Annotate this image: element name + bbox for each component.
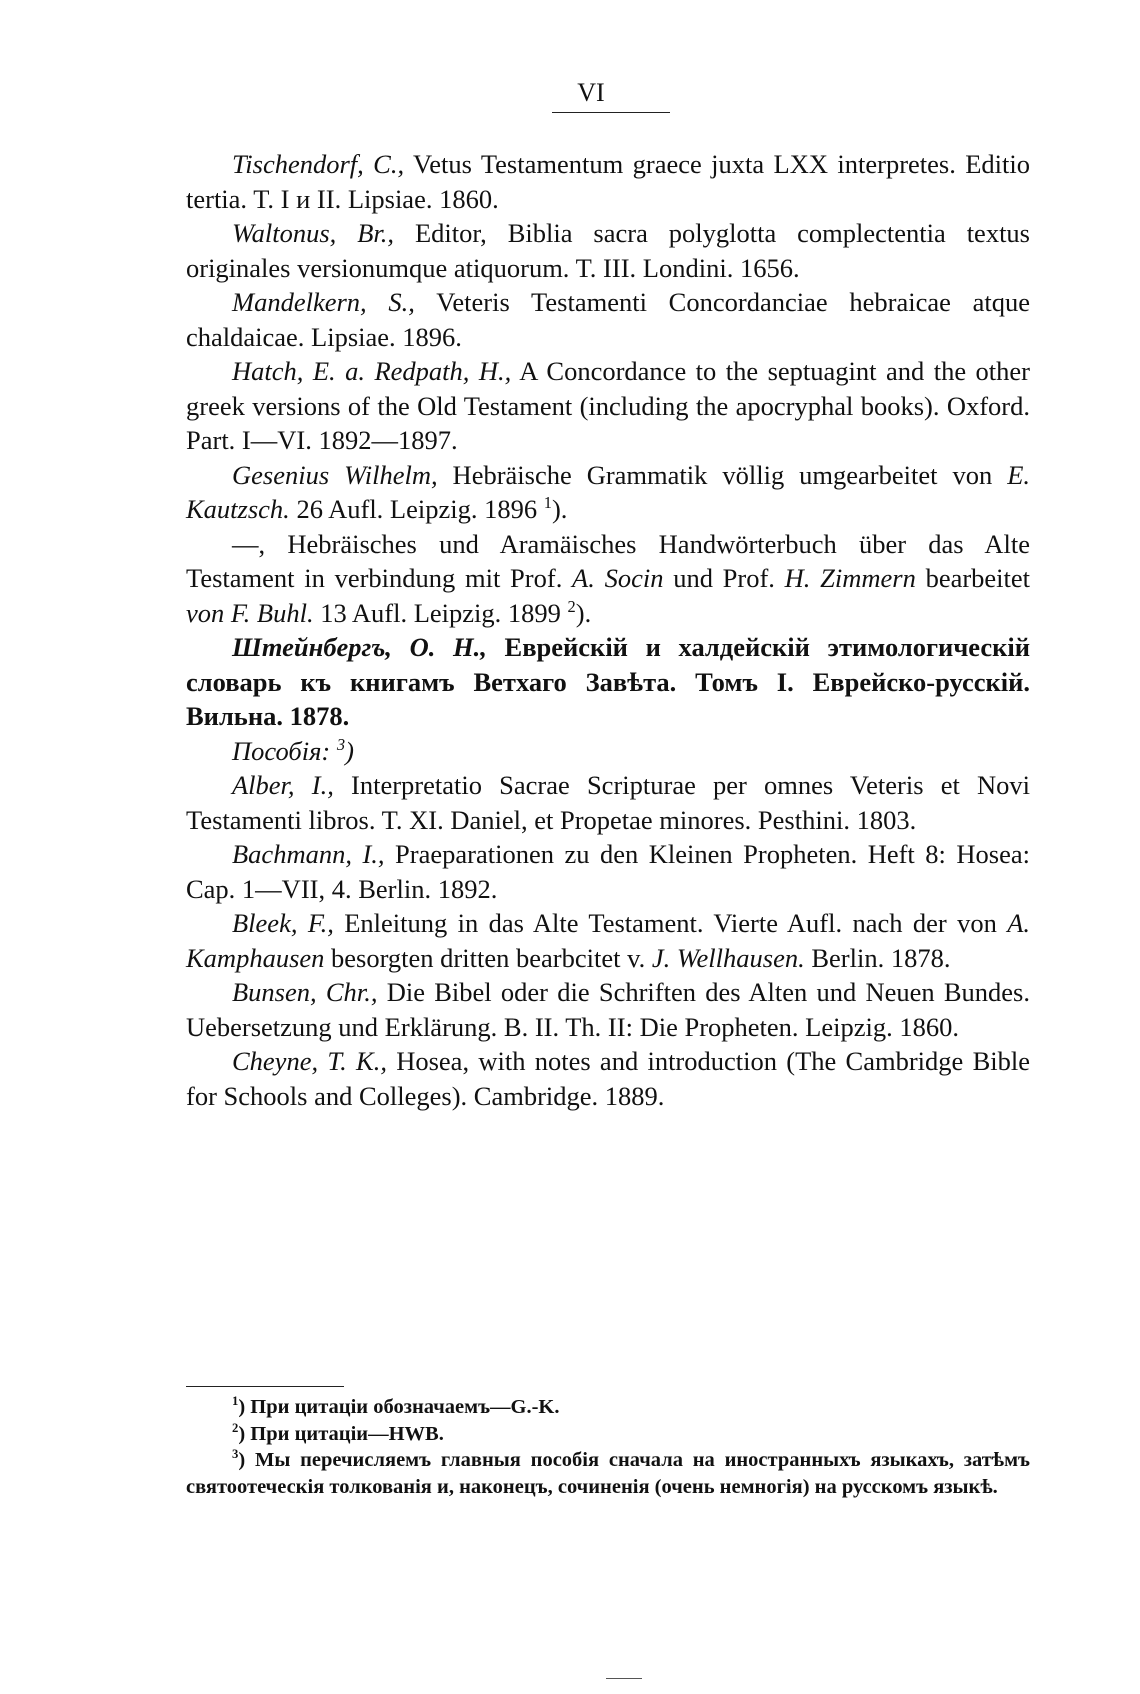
footnote-text: ) При цитаціи—HWB. (238, 1422, 444, 1445)
header-rule (552, 112, 670, 113)
bottom-mark (606, 1678, 642, 1679)
footnote-1 (186, 1394, 1030, 1421)
aid-entry-bleek (186, 906, 1030, 975)
entry-author: Cheyne, T. K., (232, 1046, 387, 1076)
bib-entry-hatch (186, 354, 1030, 458)
bib-entry-tischendorf (186, 147, 1030, 216)
footnote-mark: 1 (232, 1394, 239, 1409)
entry-editor: E. Kautzsch. (186, 459, 1030, 524)
entry-author: Alber, I., (232, 770, 334, 800)
bib-entry-waltonus (186, 216, 1030, 285)
entry-text: Die Bibel oder die Schriften des Alten und Neuen Bundes. Uebersetzung und Erklärung. B. II. Th. II: Die Propheten. Leipzig. 1860. (186, 977, 1030, 1042)
entry-text: A Concordance to the septuagint and the other greek versions of the Old Testament (including the apocryphal books). Oxford. Part. I—VI. 1892—1897. (186, 356, 1030, 455)
footnote-mark: 3 (232, 1447, 239, 1462)
section-heading (186, 734, 1030, 769)
entry-editor: A. Socin (572, 563, 664, 593)
entry-text: Berlin. 1878. (804, 942, 951, 973)
footnote-text: ) Мы перечисляемъ главныя пособія сначала на иностранныхъ языкахъ, затѣмъ святоотеческія толкованія и, наконецъ, сочиненія (очень немногія) на русскомъ языкѣ. (186, 1449, 1030, 1498)
entry-editor: H. Zimmern (784, 563, 916, 593)
entry-editor: A. Kamphausen (186, 908, 1031, 973)
entry-author: Bleek, F., (232, 908, 334, 938)
entry-text: —, Hebräisches und Aramäisches Handwörterbuch über das Alte Testament in verbindung mit Prof. (186, 528, 1030, 593)
entry-author: Mandelkern, S., (232, 287, 415, 317)
bib-entry-gesenius-hwb (186, 527, 1030, 631)
aid-entry-bachmann (186, 837, 1030, 906)
entry-text: Praeparationen zu den Kleinen Propheten. Heft 8: Hosea: Cap. 1—VII, 4. Berlin. 1892. (186, 839, 1030, 904)
entry-author: Hatch, E. a. Redpath, H., (232, 356, 512, 386)
entry-text: bearbeitet (915, 563, 1031, 593)
footnote-ref: 3 (336, 734, 346, 754)
bib-entry-steinberg (186, 630, 1030, 734)
aid-entry-cheyne (186, 1044, 1030, 1113)
aid-entry-bunsen (186, 975, 1030, 1044)
entry-text: Interpretatio Sacrae Scripturae per omnes Veteris et Novi Testamenti libros. T. XI. Daniel, et Propetae minores. Pesthini. 1803. (186, 770, 1030, 835)
entry-author: Gesenius Wilhelm, (232, 459, 438, 490)
entry-text: ). (551, 494, 568, 524)
footnote-rule (186, 1386, 344, 1387)
entry-text: Еврейскій и халдейскій этимологическій словарь къ книгамъ Ветхаго Завѣта. Томъ I. Еврейско-русскій. Вильна. 1878. (186, 632, 1031, 731)
aid-entry-alber (186, 768, 1030, 837)
footnote-ref: 2 (567, 596, 576, 616)
entry-text: und Prof. (663, 563, 785, 593)
entry-text: Editor, Biblia sacra polyglotta complectentia textus originales versionumque atiquorum. T. III. Londini. 1656. (186, 218, 1030, 283)
entry-text: Hosea, with notes and introduction (The Cambridge Bible for Schools and Colleges). Cambridge. 1889. (186, 1046, 1030, 1111)
footnote-text: ) При цитаціи обозначаемъ—G.-K. (238, 1396, 560, 1418)
entry-author: Штейнбергъ, О. Н., (232, 632, 487, 662)
entry-author: Waltonus, Br., (232, 218, 395, 248)
bib-entry-gesenius (186, 458, 1030, 527)
entry-author: Bachmann, I., (232, 839, 385, 869)
footnote-ref: 1 (543, 493, 552, 513)
section-heading-close: ) (345, 735, 354, 766)
entry-text: ). (575, 597, 592, 628)
entry-editor: von F. Buhl. (186, 597, 314, 628)
footnote-3 (186, 1447, 1030, 1500)
footnote-mark: 2 (232, 1420, 239, 1435)
entry-text: besorgten dritten bearbcitet v. (324, 942, 652, 973)
entry-editor: J. Wellhausen. (651, 942, 805, 973)
footnotes (186, 1394, 1030, 1500)
entry-text: Veteris Testamenti Concordanciae hebraicae atque chaldaicae. Lipsiae. 1896. (186, 287, 1030, 352)
entry-text: Enleitung in das Alte Testament. Vierte Aufl. nach der von (333, 908, 1008, 938)
entry-author: Tischendorf, C., (232, 149, 405, 179)
bibliography (186, 147, 1030, 1113)
page-number: VI (577, 78, 605, 107)
section-heading-text: Пособія: (232, 735, 331, 766)
entry-text: 13 Aufl. Leipzig. 1899 (313, 597, 568, 628)
entry-author: Bunsen, Chr., (232, 977, 378, 1007)
entry-text: Hebräische Grammatik völlig umgearbeitet von (437, 459, 1008, 490)
bib-entry-mandelkern (186, 285, 1030, 354)
footnote-2 (186, 1421, 1030, 1448)
entry-text: 26 Aufl. Leipzig. 1896 (289, 494, 544, 524)
entry-text: Vetus Testamentum graece juxta LXX interpretes. Editio tertia. T. I и II. Lipsiae. 1860. (186, 149, 1031, 214)
